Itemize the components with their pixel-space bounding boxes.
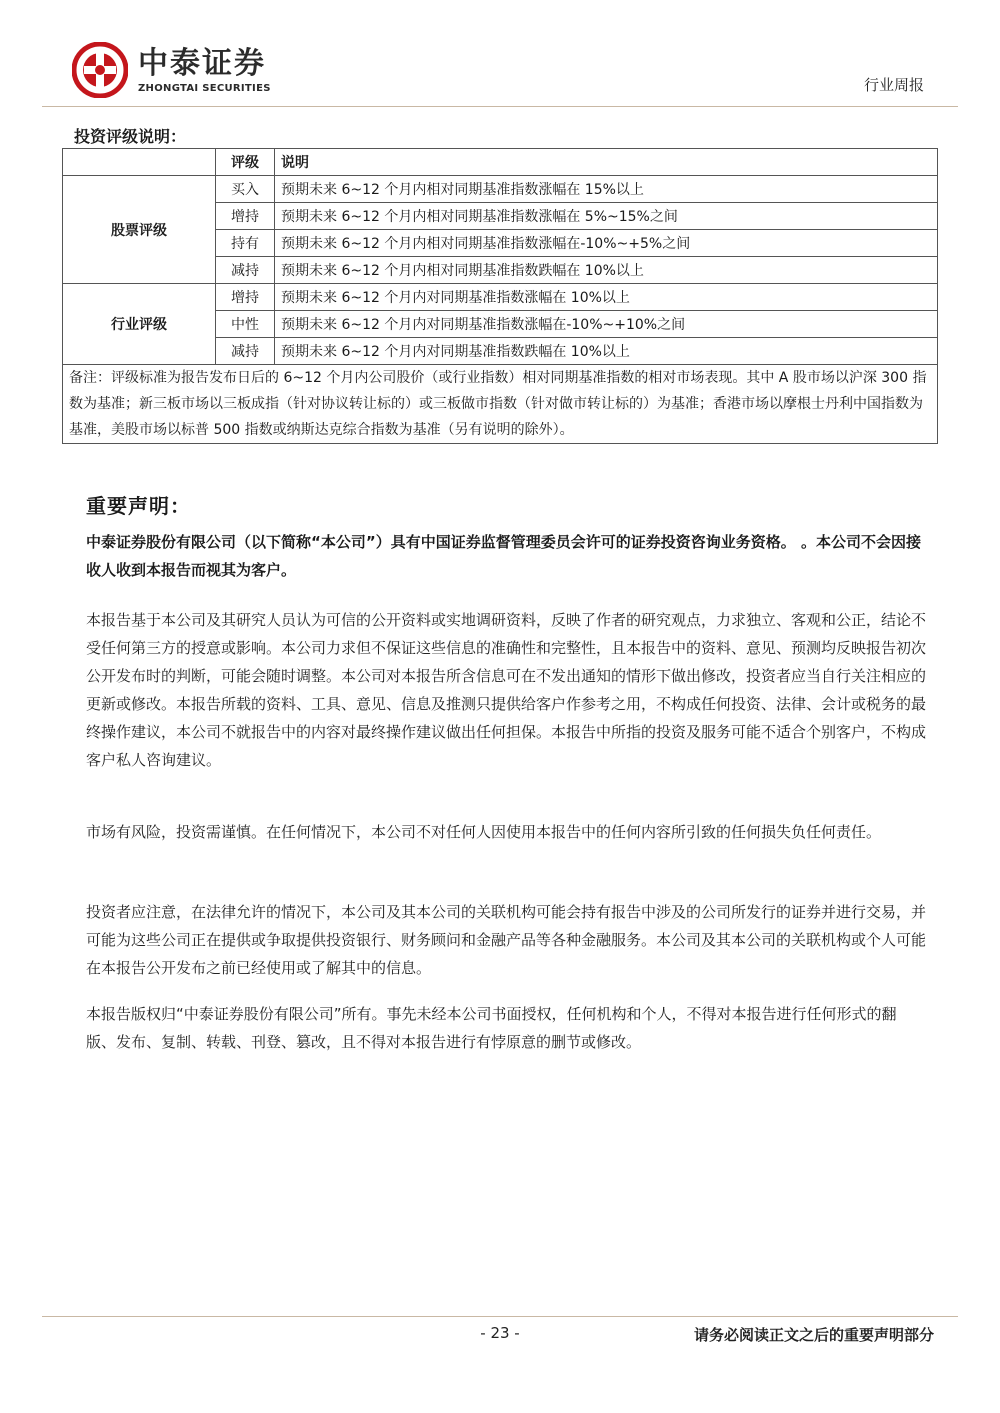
rating-desc: 预期未来 6~12 个月内相对同期基准指数跌幅在 10%以上 — [275, 257, 938, 284]
footer-notice: 请务必阅读正文之后的重要声明部分 — [693, 1326, 934, 1344]
rating-level: 减持 — [216, 257, 275, 284]
table-row — [63, 176, 938, 203]
rating-desc: 预期未来 6~12 个月内相对同期基准指数涨幅在 5%~15%之间 — [275, 203, 938, 230]
table-row — [63, 284, 938, 311]
rating-desc: 预期未来 6~12 个月内对同期基准指数跌幅在 10%以上 — [275, 338, 938, 365]
rating-level: 增持 — [216, 203, 275, 230]
header-divider — [42, 106, 958, 107]
rating-level: 减持 — [216, 338, 275, 365]
declaration-paragraph: 本报告基于本公司及其研究人员认为可信的公开资料或实地调研资料，反映了作者的研究观点，力求独立、客观和公正，结论不受任何第三方的授意或影响。本公司力求但不保证这些信息的准确性和完整性，且本报告中的资料、意见、预测均反映报告初次公开发布时的判断，可能会随时调整。本公司对本报告所含信息可在不发出通知的情形下做出修改，投资者应当自行关注相应的更新或修改。本报告所载的资料、工具、意见、信息及推测只提供给客户作参考之用，不构成任何投资、法律、会计或税务的最终操作建议，本公司不就报告中的内容对最终操作建议做出任何担保。本报告中所指的投资及服务可能不适合个别客户，不构成客户私人咨询建议。 — [86, 611, 927, 769]
rating-level: 持有 — [216, 230, 275, 257]
declaration-paragraph: 本报告版权归“中泰证券股份有限公司”所有。事先未经本公司书面授权，任何机构和个人，不得对本报告进行任何形式的翻版、发布、复制、转载、刊登、篡改，且不得对本报告进行有悖原意的删节或修改。 — [86, 1005, 897, 1051]
logo-name-cn: 中泰证券 — [138, 45, 266, 81]
table-corner-cell — [63, 149, 216, 176]
declaration-title: 重要声明： — [86, 494, 191, 518]
declaration-paragraph: 投资者应注意，在法律允许的情况下，本公司及其本公司的关联机构可能会持有报告中涉及的公司所发行的证券并进行交易，并可能为这些公司正在提供或争取提供投资银行、财务顾问和金融产品等各种金融服务。本公司及其本公司的关联机构或个人可能在本报告公开发布之前已经使用或了解其中的信息。 — [86, 903, 927, 977]
rating-desc: 预期未来 6~12 个月内对同期基准指数涨幅在-10%~+10%之间 — [275, 311, 938, 338]
rating-section-title: 投资评级说明： — [74, 127, 187, 146]
page-number: - 23 - — [480, 1324, 520, 1342]
industry-rating-label: 行业评级 — [63, 284, 216, 365]
report-type: 行业周报 — [863, 76, 924, 94]
rating-desc: 预期未来 6~12 个月内相对同期基准指数涨幅在 15%以上 — [275, 176, 938, 203]
column-header-level: 评级 — [216, 149, 275, 176]
zhongtai-logo-icon — [72, 42, 128, 98]
table-note-row — [63, 365, 938, 444]
stock-rating-label: 股票评级 — [63, 176, 216, 284]
company-logo — [72, 42, 271, 98]
table-header-row — [63, 149, 938, 176]
declaration-bold-para: 中泰证券股份有限公司（以下简称“本公司”）具有中国证券监督管理委员会许可的证券投资咨询业务资格。 。本公司不会因接收人收到本报告而视其为客户。 — [86, 533, 921, 579]
declaration-paragraph: 市场有风险，投资需谨慎。在任何情况下，本公司不对任何人因使用本报告中的任何内容所引致的任何损失负任何责任。 — [86, 823, 882, 841]
rating-desc: 预期未来 6~12 个月内对同期基准指数涨幅在 10%以上 — [275, 284, 938, 311]
rating-note: 备注：评级标准为报告发布日后的 6~12 个月内公司股价（或行业指数）相对同期基准指数的相对市场表现。其中 A 股市场以沪深 300 指数为基准；新三板市场以三板成指（针对协议转让标的）或三板做市指数（针对做市转让标的）为基准；香港市场以摩根士丹利中国指数为基准，美股市场以标普 500 指数或纳斯达克综合指数为基准（另有说明的除外）。 — [63, 365, 938, 444]
footer-divider — [42, 1316, 958, 1317]
rating-level: 中性 — [216, 311, 275, 338]
column-header-desc: 说明 — [275, 149, 938, 176]
rating-level: 买入 — [216, 176, 275, 203]
logo-name-en: ZHONGTAI SECURITIES — [138, 82, 271, 94]
rating-table — [62, 148, 938, 444]
rating-level: 增持 — [216, 284, 275, 311]
rating-desc: 预期未来 6~12 个月内相对同期基准指数涨幅在-10%~+5%之间 — [275, 230, 938, 257]
